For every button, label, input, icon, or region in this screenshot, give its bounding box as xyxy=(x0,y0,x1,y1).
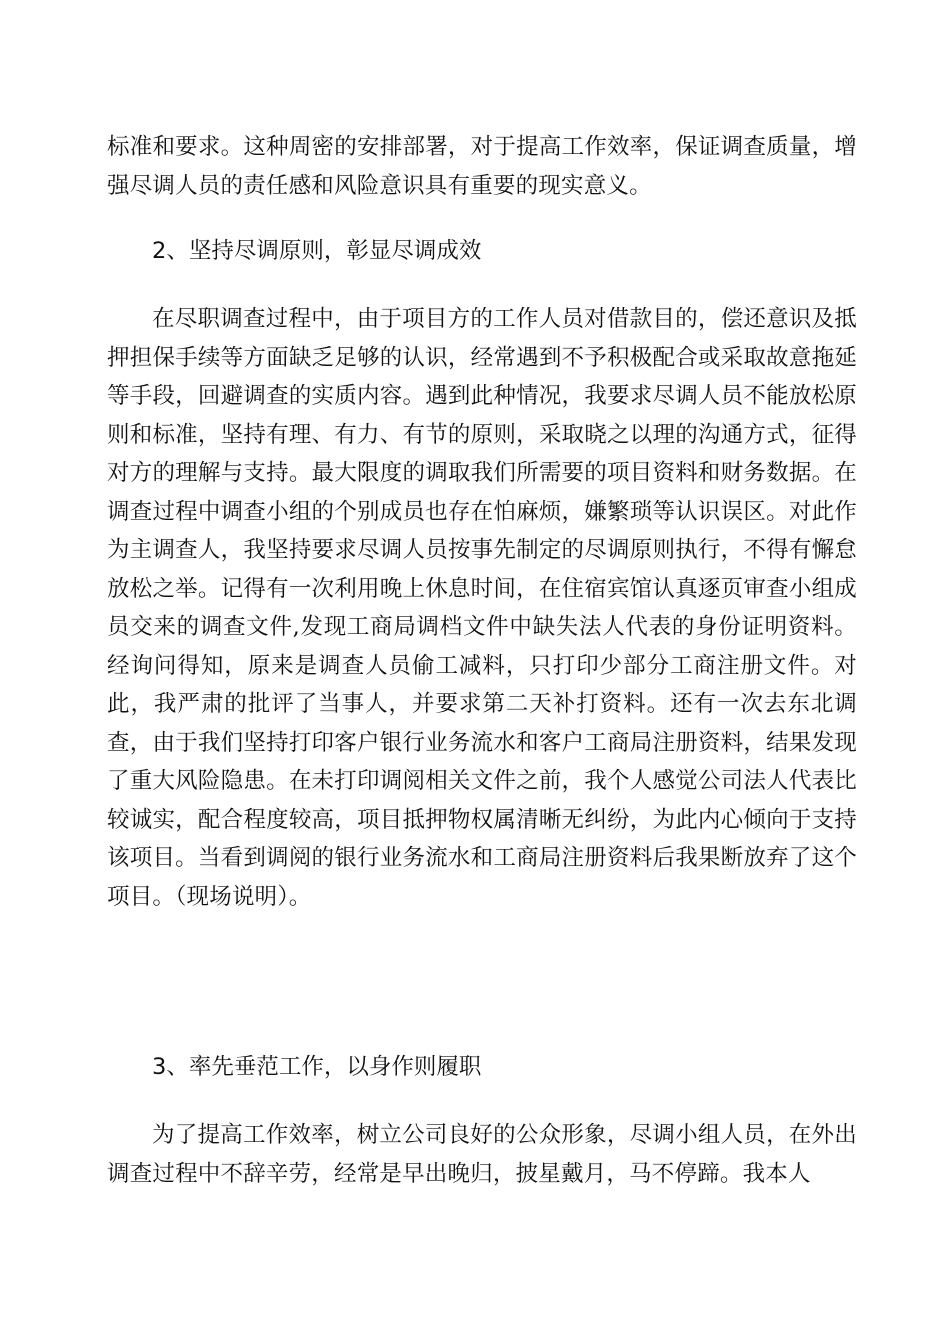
body-paragraph-lead-by-example: 为了提高工作效率，树立公司良好的公众形象，尽调小组人员，在外出调查过程中不辞辛劳，经常是早出晚归，披星戴月，马不停蹄。我本人 xyxy=(107,1122,857,1187)
section-number: 3 xyxy=(152,1054,167,1080)
body-paragraph-due-diligence-principles: 在尽职调查过程中，由于项目方的工作人员对借款目的，偿还意识及抵押担保手续等方面缺乏足够的认识，经常遇到不予积极配合或采取故意拖延等手段，回避调查的实质内容。遇到此种情况，我要求尽调人员不能放松原则和标准，坚持有理、有力、有节的原则，采取晓之以理的沟通方式，征得对方的理解与支持。最大限度的调取我们所需要的项目资料和财务数据。在调查过程中调查小组的个别成员也存在怕麻烦，嫌繁琐等认识误区。对此作为主调查人，我坚持要求尽调人员按事先制定的尽调原则执行，不得有懈怠放松之举。记得有一次利用晚上休息时间，在住宿宾馆认真逐页审查小组成员交来的调查文件,发现工商局调档文件中缺失法人代表的身份证明资料。经询问得知，原来是调查人员偷工减料，只打印少部分工商注册文件。对此，我严肃的批评了当事人，并要求第二天补打资料。还有一次去东北调查，由于我们坚持打印客户银行业务流水和客户工商局注册资料，结果发现了重大风险隐患。在未打印调阅相关文件之前，我个人感觉公司法人代表比较诚实，配合程度较高，项目抵押物权属清晰无纠纷，为此内心倾向于支持该项目。当看到调阅的银行业务流水和工商局注册资料后我果断放弃了这个项目。（现场说明）。 xyxy=(107,306,857,910)
body-paragraph-continuation: 标准和要求。这种周密的安排部署，对于提高工作效率，保证调查质量，增强尽调人员的责任感和风险意识具有重要的现实意义。 xyxy=(107,134,857,199)
section-heading-3 xyxy=(152,1048,481,1087)
section-heading-2 xyxy=(152,232,481,271)
section-number: 2 xyxy=(152,238,167,264)
section-title: 、坚持尽调原则，彰显尽调成效 xyxy=(166,238,482,264)
section-title: 、率先垂范工作，以身作则履职 xyxy=(166,1054,482,1080)
